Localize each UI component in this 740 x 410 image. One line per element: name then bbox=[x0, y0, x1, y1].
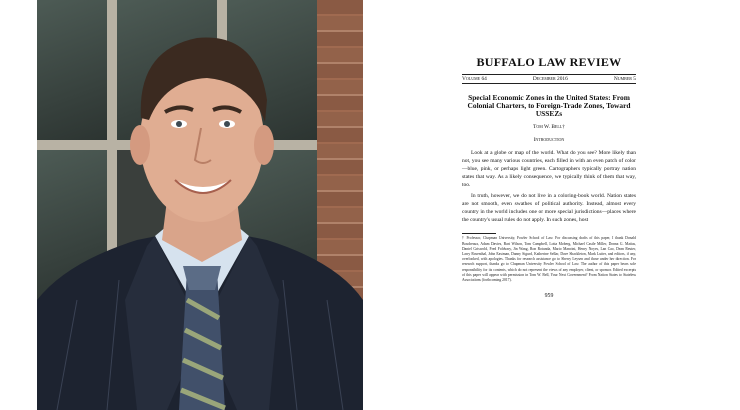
issue-info-bar bbox=[462, 74, 636, 84]
journal-page bbox=[462, 55, 636, 345]
page-number: 959 bbox=[544, 293, 554, 300]
footnote: † Professor, Chapman University, Fowler School of Law. For discussing drafts of this paper, I thank Donald Boudreaux, Adam Davies, Bart Wilson, Tom Campbell, Lotta Moberg, Michael Castle Miller, Donna G. Matias, Daniel Griswold, Fred Foldvary, Jin Wang, Ron Rotunda, Mario Mancini, Henry Noyes, Lan Cao, Dean Reuter, Larry Rosenthal, John Eastman, Danny Sigurd, Katherine Sellar, Dave Shackleton, Mark Lutter, and editors, if any, overlooked, with apologies. Thanks for research assistance go to Sherry Leysen and those under her direction. For research support, thanks go to Chapman University Fowler School of Law. The author of this paper bears sole responsibility for its contents, which do not represent the views of any employer, client, or sponsor. Edited excerpts of this paper will appear with permission in Tom W. Bell, Your Next Government? From Nation States to Stateless Associations (forthcoming 2017). bbox=[462, 236, 636, 283]
article-title: Special Economic Zones in the United States: From Colonial Charters, to Foreign-Trade Zones, Toward USSEZs bbox=[467, 93, 631, 119]
body-paragraph-1: Look at a globe or map of the world. What do you see? More likely than not, you see many various countries, each filled in with an even patch of color—blue, pink, or perhaps light green. Cartographers typically portray nation states that way. As a likely consequence, we typically think of them that way, too. bbox=[462, 149, 636, 188]
issue-date: December 2016 bbox=[532, 76, 568, 82]
article-author: Tom W. Bell† bbox=[533, 123, 565, 130]
issue-number: Number 5 bbox=[613, 76, 636, 82]
footnote-divider bbox=[462, 233, 496, 234]
section-heading: Introduction bbox=[533, 136, 565, 143]
volume-label: Volume 64 bbox=[462, 76, 487, 82]
author-portrait bbox=[37, 0, 363, 410]
person-figure bbox=[37, 0, 363, 410]
journal-title: BUFFALO LAW REVIEW bbox=[476, 55, 622, 69]
body-paragraph-2: In truth, however, we do not live in a coloring-book world. Nation states are not smooth, even swathes of political authority. Instead, almost every country in the world includes one or more special jurisdictions—places where the country's usual rules do not apply. In such zones, host bbox=[462, 193, 636, 224]
